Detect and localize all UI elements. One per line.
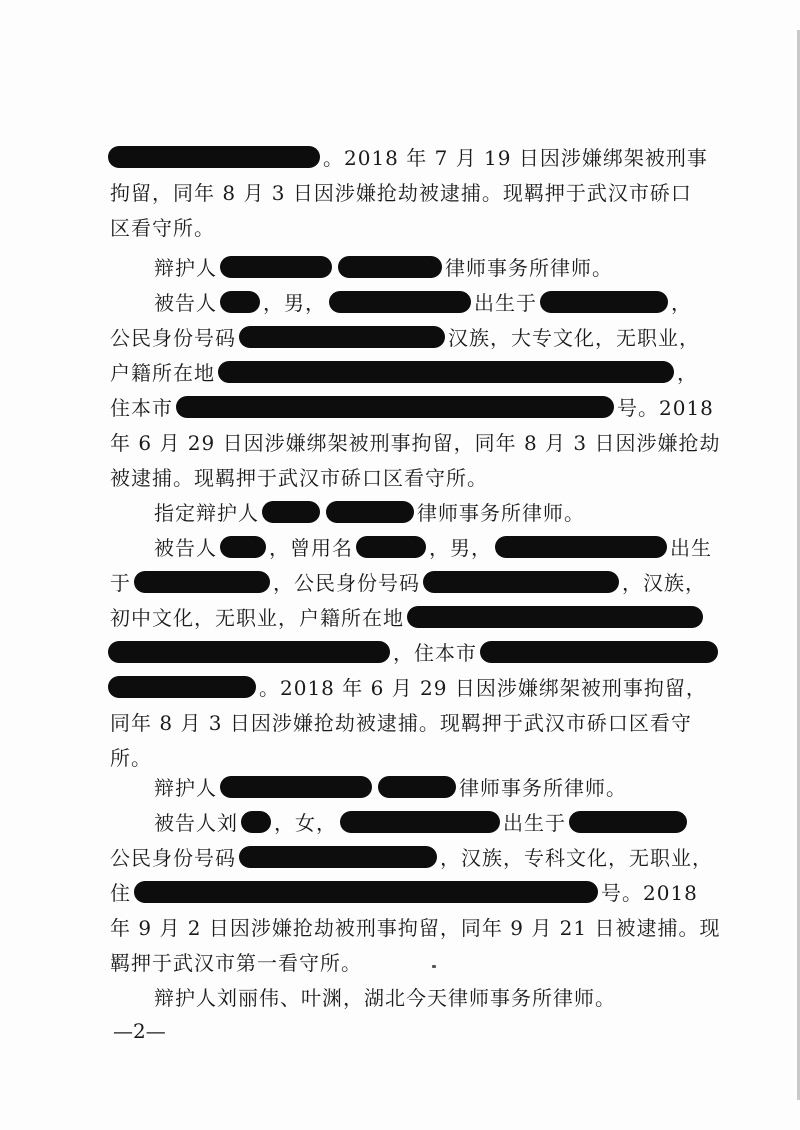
text-line-24 bbox=[110, 946, 362, 980]
text-line-12 bbox=[154, 531, 712, 565]
text-segment: ， bbox=[671, 291, 692, 315]
redaction-bar bbox=[540, 291, 668, 313]
text-segment: 被告人 bbox=[154, 536, 217, 560]
text-segment: 律师事务所律师。 bbox=[417, 501, 585, 525]
text-segment: ， bbox=[677, 361, 698, 385]
text-segment: 区看守所。 bbox=[110, 216, 215, 240]
redaction-bar bbox=[480, 641, 718, 663]
text-line-9 bbox=[110, 426, 720, 460]
text-segment: ，男， bbox=[429, 536, 492, 560]
text-segment: 被告人 bbox=[154, 291, 217, 315]
text-segment: 出生于 bbox=[474, 291, 537, 315]
text-segment: 公民身份号码 bbox=[110, 846, 236, 870]
text-segment: ，曾用名 bbox=[269, 536, 353, 560]
text-segment: 被逮捕。现羁押于武汉市硚口区看守所。 bbox=[110, 466, 488, 490]
redaction-bar bbox=[176, 396, 614, 418]
text-segment: ，男， bbox=[263, 291, 326, 315]
text-line-18 bbox=[110, 741, 152, 775]
text-segment: 律师事务所律师。 bbox=[459, 776, 627, 800]
text-segment: 辩护人刘丽伟、叶渊，湖北今天律师事务所律师。 bbox=[154, 986, 616, 1010]
text-segment: 指定辩护人 bbox=[154, 501, 259, 525]
text-line-20 bbox=[154, 806, 690, 840]
text-segment: 羁押于武汉市第一看守所。 bbox=[110, 951, 362, 975]
text-segment: ，汉族， bbox=[622, 571, 706, 595]
redaction-bar bbox=[134, 571, 270, 593]
text-segment: 汉族，大专文化，无职业， bbox=[448, 326, 700, 350]
text-line-25 bbox=[154, 981, 616, 1015]
text-line-3 bbox=[110, 211, 215, 245]
text-line-8 bbox=[110, 391, 714, 425]
text-segment: 辩护人 bbox=[154, 256, 217, 280]
redaction-bar bbox=[329, 291, 471, 313]
text-line-22 bbox=[110, 876, 698, 910]
text-segment: 号。2018 bbox=[601, 881, 698, 905]
text-line-7 bbox=[110, 356, 698, 390]
redaction-bar bbox=[108, 146, 320, 168]
text-line-2 bbox=[110, 176, 692, 210]
text-line-16 bbox=[105, 671, 707, 705]
text-segment: 辩护人 bbox=[154, 776, 217, 800]
text-segment: 同年 8 月 3 日因涉嫌抢劫被逮捕。现羁押于武汉市硚口区看守 bbox=[110, 711, 692, 735]
redaction-bar bbox=[241, 811, 271, 833]
redaction-bar bbox=[220, 256, 332, 278]
redaction-bar bbox=[220, 776, 372, 798]
text-segment: 号。2018 bbox=[617, 396, 714, 420]
text-line-21 bbox=[110, 841, 713, 875]
redaction-bar bbox=[239, 326, 445, 348]
redaction-bar bbox=[108, 641, 390, 663]
text-line-10 bbox=[110, 461, 488, 495]
redaction-bar bbox=[495, 536, 667, 558]
redaction-bar bbox=[569, 811, 687, 833]
text-line-1 bbox=[105, 141, 708, 175]
text-segment: 出生于 bbox=[503, 811, 566, 835]
text-segment: 户籍所在地 bbox=[110, 361, 215, 385]
page-number: —2— bbox=[113, 1019, 166, 1043]
redaction-bar bbox=[239, 846, 437, 868]
text-segment: 年 6 月 29 日因涉嫌绑架被刑事拘留，同年 8 月 3 日因涉嫌抢劫 bbox=[110, 431, 721, 455]
scan-speck bbox=[432, 965, 436, 968]
text-segment: 年 9 月 2 日因涉嫌抢劫被刑事拘留，同年 9 月 21 日被逮捕。现 bbox=[110, 916, 721, 940]
text-segment: ，公民身份号码 bbox=[273, 571, 420, 595]
text-segment: 。2018 年 6 月 29 日因涉嫌绑架被刑事拘留， bbox=[259, 676, 707, 700]
text-segment: 住 bbox=[110, 881, 131, 905]
text-segment: 律师事务所律师。 bbox=[445, 256, 613, 280]
text-line-19 bbox=[154, 771, 627, 805]
text-segment: ，女， bbox=[274, 811, 337, 835]
text-line-17 bbox=[110, 706, 692, 740]
text-line-5 bbox=[154, 286, 692, 320]
text-line-6 bbox=[110, 321, 700, 355]
text-segment: 。2018 年 7 月 19 日因涉嫌绑架被刑事 bbox=[323, 146, 708, 170]
redaction-bar bbox=[356, 536, 426, 558]
redaction-bar bbox=[338, 256, 442, 278]
text-segment: 所。 bbox=[110, 746, 152, 770]
text-segment: 拘留，同年 8 月 3 日因涉嫌抢劫被逮捕。现羁押于武汉市硚口 bbox=[110, 181, 692, 205]
text-line-13 bbox=[110, 566, 706, 600]
text-segment: 于 bbox=[110, 571, 131, 595]
text-segment: ，住本市 bbox=[393, 641, 477, 665]
text-line-4 bbox=[154, 251, 613, 285]
text-line-14 bbox=[110, 601, 706, 635]
redaction-bar bbox=[407, 606, 703, 628]
text-line-23 bbox=[110, 911, 720, 945]
text-line-15 bbox=[105, 636, 721, 670]
redaction-bar bbox=[108, 676, 256, 698]
redaction-bar bbox=[134, 881, 598, 903]
text-segment: 公民身份号码 bbox=[110, 326, 236, 350]
redaction-bar bbox=[378, 776, 456, 798]
text-segment: ，汉族，专科文化，无职业， bbox=[440, 846, 713, 870]
redaction-bar bbox=[220, 536, 266, 558]
redaction-bar bbox=[340, 811, 500, 833]
text-segment: 初中文化，无职业，户籍所在地 bbox=[110, 606, 404, 630]
redaction-bar bbox=[326, 501, 414, 523]
redaction-bar bbox=[218, 361, 674, 383]
redaction-bar bbox=[262, 501, 320, 523]
redaction-bar bbox=[423, 571, 619, 593]
text-line-11 bbox=[154, 496, 585, 530]
text-segment: 住本市 bbox=[110, 396, 173, 420]
redaction-bar bbox=[220, 291, 260, 313]
text-segment: 出生 bbox=[670, 536, 712, 560]
text-segment: 被告人刘 bbox=[154, 811, 238, 835]
